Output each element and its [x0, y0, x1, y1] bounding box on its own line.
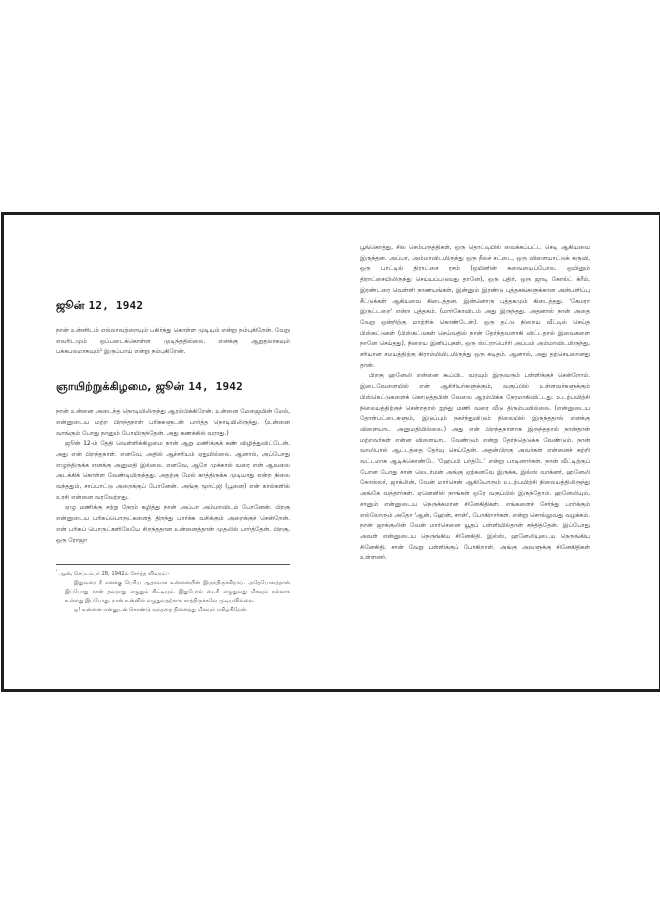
entry-heading-june-14 — [56, 380, 290, 395]
entry-paragraph: பிறகு ஹனேலி என்னை கூப்பிட வரவும் இருவரும் பள்ளிக்குச் சென்றோம். இடைவேளையில் என் ஆசிரியர்களுக்கும், வகுப்பில் உள்ளவர்களுக்கும் பிஸ்கெட்டுகளைக் கொடுத்தபின் வேலை ஆரம்பிக்க நேரமாகிவிட்டது. உடற்பயிற்சி நிலையத்திற்குச் சென்றதால் ஐந்து மணி வரை வீடு திரும்பவில்லை. (என்னுடைய தோள்பட்டைகளும், இடுப்பும் நகர்ந்துவிடும் நிலையில் இருந்ததால் எனக்கு விளையாட அனுமதியில்லை.) அது என் பிறந்தநாளாக இருந்ததால் நான்தான் மற்றவர்கள் என்ன விளையாட வேண்டும் என்று தேர்ந்தெடுக்க வேண்டும். நான் வாலிபால் ஆட்டத்தை தேர்வு செய்தேன். அதன்பிறகு அவர்கள் என்னைச் சுற்றி வட்டமாக ஆடிக்கொண்டே 'ஹேப்பி பர்த்டே' என்று பாடினார்கள். நான் வீட்டிற்குப் போன போது சான் லெடர்மன் அங்கு ஏற்கனவே இருக்க, இல்ஸ் வாக்னர், ஹனேலி கோஸ்லர், ஜாக்லின், வேன் மார்சென் ஆகியோரும் உடற்பயிற்சி நிலையத்திலிருந்து அங்கே வந்தார்கள். ஏனெனில் நாங்கள் ஒரே வகுப்பில் இருந்தோம். ஹனேலியும், சானும் என்னுடைய நெருக்கமான சினேகிதிகள். எங்களைச் சேர்ந்து பார்க்கும் எல்லோரும் அதோ 'ஆன், ஹேன், சான்', போகிறார்கள். என்று சொல்லுவது வழக்கம். நான் ஜாக்குலின் வேன் மார்செனை யூதப் பள்ளியில்தான் சந்தித்தேன். இப்போது அவள் என்னுடைய நெருங்கிய சினேகிதி. இல்ஸ், ஹனேலியுடைய நெருங்கிய சினேகிதி. சான் வேறு பள்ளிக்குப் போகிறாள். அங்கு அவளுக்கு சினேகிதிகள் உள்ளனர். — [360, 372, 590, 562]
entry-paragraph: ஜூன் 12-ம் தேதி வெள்ளிக்கிழமை நான் ஆறு மணிக்குக் கண் விழித்துவிட்டேன். அது என் பிறந்தநாள். எனவே, அதில் ஆச்சரியம் ஏதுமில்லை. ஆனால், அப்போது எழுந்திருக்க எனக்கு அனுமதி இல்லை. எனவே, ஆறே முக்கால் வரை என் ஆவலை அடக்கிக் கொள்ள வேண்டியிருந்தது. அதற்கு மேல் காத்திருக்க முடியாது என்ற நிலை வந்ததும், சாப்பாட்டு அறைக்குப் போனேன். அங்கு மூர்ட்ஜி (பூனை) என் கால்களில் உரசி என்னை வரவேற்றது. — [56, 440, 290, 501]
right-page — [360, 243, 590, 564]
entry-paragraph: ஏழு மணிக்கு சற்று நேரம் கழித்து நான் அப்பா அம்மாவிடம் போனேன். பிறகு என்னுடைய பரிசுப்பொருட்களைத் திறந்து பார்க்க வசிக்கும் அறைக்குச் சென்றேன். என் பரிசுப் பொருட்களிலேயே சிறந்ததான உன்னைத்தான் முதலில் பார்த்தேன். பிறகு, ஒரு ரோஜா — [56, 504, 290, 544]
footnote-divider — [56, 564, 290, 565]
heading-date: 12, 1942 — [88, 299, 144, 312]
footnote-paragraph: ஓ! உன்னை என்னுடன் கொண்டு வந்ததை நினைத்து மிகவும் மகிழ்கிறேன். — [74, 607, 248, 614]
footnote-title-text: ஆன், செப்டம்பர் 28, 1942ல் சேர்த்த விவரம்:- — [59, 571, 170, 578]
entry-paragraph: நான் உன்னை அடைந்த நொடியிலிருந்து ஆரம்பிக்கிறேன். உன்னை மேஜையின் மேல், என்னுடைய மற்ற பிறந்தநாள் பரிசுகளுடன் பார்த்த நொடியிலிருந்து. (உன்னை வாங்கும் போது நானும் போயிருந்தேன். அது கணக்கில் வராது.) — [56, 408, 290, 437]
left-page — [56, 299, 290, 615]
footnote-paragraph: இதுவரை நீ எனக்கு பெரிய ஆதரவாக உன்னையின் இருந்திருக்கிறாய். அதேபோலத்தான் இப்போது நான் தவறாது எழுதும் கிட்டியும். இதுபோல் டைரி எழுதுவது மிகவும் நல்லாக உள்ளது இப்போது. நான் உன்னில் எழுதுவதற்காக காத்திருக்கவே முடியவில்லை. — [65, 580, 290, 605]
footnote-title — [56, 570, 290, 579]
heading-day: ஜூன் — [56, 299, 85, 312]
entry-heading-june-12 — [56, 299, 290, 314]
book-spread — [1, 212, 660, 692]
entry-paragraph: பூங்கொத்து, சில செம்பருத்திகள், ஒரு தொட்டியில் வைக்கப்பட்ட செடி ஆகியவை இருந்தன. அப்பா, அம்மாவிடமிருந்து ஒரு நீலச் சட்டை, ஒரு விளையாட்டுக் கருவி, ஒரு பாட்டில் திராட்சை ரசம் (ஒயினின் சுவையைப்போல. ஒயினும் திராட்சையிலிருந்து செய்யப்படுவது தானே), ஒரு புதிர், ஒரு ஜாடி கோல்ட் க்ரீம், இரண்டரை வெள்ளி நாணயங்கள், இன்னும் இரண்டு புத்தகங்களுக்கான அன்பளிப்பு சீட்டுக்கள் ஆகியவை கிடைத்தன. இன்னொரு புத்தகமும் கிடைத்தது. 'கேமரா இருட்டறை' என்ற புத்தகம். (மார்கோவிடம் அது இருந்தது. அதனால் நான் அதை வேறு ஒன்றிற்கு மாற்றிக் கொண்டேன்). ஒரு தட்டு நிறைய வீட்டில் செய்த பிஸ்கட்டுகள் (பிஸ்கட்டுகள் செய்வதில் நான் தேர்ந்தவளாகி விட்டதால் இவைகளை நானே செய்தது), நிறைய இனிப்புகள், ஒரு ஸ்ட்ராபெர்ரி அப்பம் அம்மாவிடமிருந்து, சரியான சமயத்திற்கு கிராம்மியிடமிருந்து ஒரு கடிதம். ஆனால், அது தற்செயலானது தான். — [360, 244, 590, 369]
heading-date: 14, 1942 — [188, 380, 243, 394]
entry-paragraph: நான் உன்னிடம் எல்லாவற்றையும் பகிர்ந்து கொள்ள முடியும் என்று நம்புகிறேன். வேறு எவரிடமும் ஒப்படைக்கொள்ள முடிந்ததில்லை. எனக்கு ஆறுதலாகவும் பக்கபலமாகவும்¹ இருப்பாய் என்று நம்புகிறேன். — [56, 327, 290, 356]
footnote-marker: ¹ — [56, 568, 58, 574]
heading-day: ஞாயிற்றுக்கிழமை, ஜூன் — [56, 380, 185, 394]
